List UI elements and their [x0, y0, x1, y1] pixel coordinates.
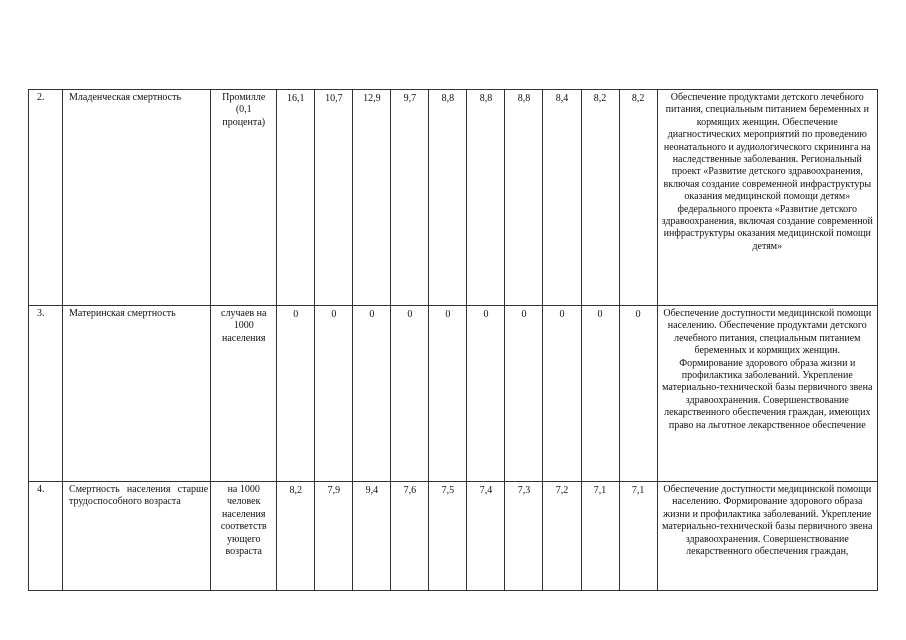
- indicators-table: [28, 89, 878, 591]
- value-cell: 0: [581, 306, 619, 482]
- document-page: [28, 89, 878, 591]
- value-cell: 0: [391, 306, 429, 482]
- row-number: 4.: [29, 482, 63, 591]
- value-cell: 7,3: [505, 482, 543, 591]
- table-row: [29, 306, 878, 482]
- value-cell: 8,2: [619, 90, 657, 306]
- indicator-name: Смертность населения старше трудоспособного возраста: [63, 482, 211, 591]
- measures-text: Обеспечение доступности медицинской помощи населению. Обеспечение продуктами детского лечебного питания, специальным питанием беременных и кормящих женщин. Формирование здорового образа жизни и профилактика заболеваний. Укрепление материально-технической базы первичного звена здравоохранения. Совершенствование лекарственного обеспечения граждан, имеющих право на льготное лекарственное обеспечение: [662, 308, 873, 431]
- value-cell: 7,6: [391, 482, 429, 591]
- value-cell: 0: [619, 306, 657, 482]
- measures-cell: [657, 90, 877, 306]
- value-cell: 7,4: [467, 482, 505, 591]
- measures-cell: [657, 306, 877, 482]
- value-cell: 7,2: [543, 482, 581, 591]
- table-row: [29, 482, 878, 591]
- value-cell: 7,1: [581, 482, 619, 591]
- value-cell: 9,7: [391, 90, 429, 306]
- measures-text: Обеспечение доступности медицинской помощи населению. Формирование здорового образа жизни и профилактика заболеваний. Укрепление материально-технической базы первичного звена здравоохранения. Совершенствование лекарственного обеспечения граждан,: [662, 484, 873, 558]
- value-cell: 0: [505, 306, 543, 482]
- value-cell: 0: [467, 306, 505, 482]
- indicator-name: Младенческая смертность: [63, 90, 211, 306]
- value-cell: 16,1: [277, 90, 315, 306]
- value-cell: 8,8: [429, 90, 467, 306]
- value-cell: 8,4: [543, 90, 581, 306]
- value-cell: 8,2: [581, 90, 619, 306]
- unit-of-measure: на 1000 человек населения соответств ующего возраста: [211, 482, 277, 591]
- measures-text: Обеспечение продуктами детского лечебного питания, специальным питанием беременных и кормящих женщин. Обеспечение диагностических мероприятий по проведению неонатального и аудиологического скрининга на наследственные заболевания. Региональный проект «Развитие детского здравоохранения, включая создание современной инфраструктуры оказания медицинской помощи детям» федерального проекта «Развитие детского здравоохранения, включая создание современной инфраструктуры оказания медицинской помощи детям»: [661, 92, 873, 252]
- row-number: 3.: [29, 306, 63, 482]
- indicator-name: Материнская смертность: [63, 306, 211, 482]
- value-cell: 0: [353, 306, 391, 482]
- value-cell: 7,5: [429, 482, 467, 591]
- value-cell: 0: [315, 306, 353, 482]
- value-cell: 12,9: [353, 90, 391, 306]
- value-cell: 8,8: [505, 90, 543, 306]
- unit-of-measure: Промилле (0,1 процента): [211, 90, 277, 306]
- value-cell: 0: [543, 306, 581, 482]
- value-cell: 10,7: [315, 90, 353, 306]
- value-cell: 8,2: [277, 482, 315, 591]
- row-number: 2.: [29, 90, 63, 306]
- table-row: [29, 90, 878, 306]
- value-cell: 8,8: [467, 90, 505, 306]
- value-cell: 7,9: [315, 482, 353, 591]
- unit-of-measure: случаев на 1000 населения: [211, 306, 277, 482]
- value-cell: 7,1: [619, 482, 657, 591]
- value-cell: 0: [429, 306, 467, 482]
- value-cell: 9,4: [353, 482, 391, 591]
- measures-cell: [657, 482, 877, 591]
- value-cell: 0: [277, 306, 315, 482]
